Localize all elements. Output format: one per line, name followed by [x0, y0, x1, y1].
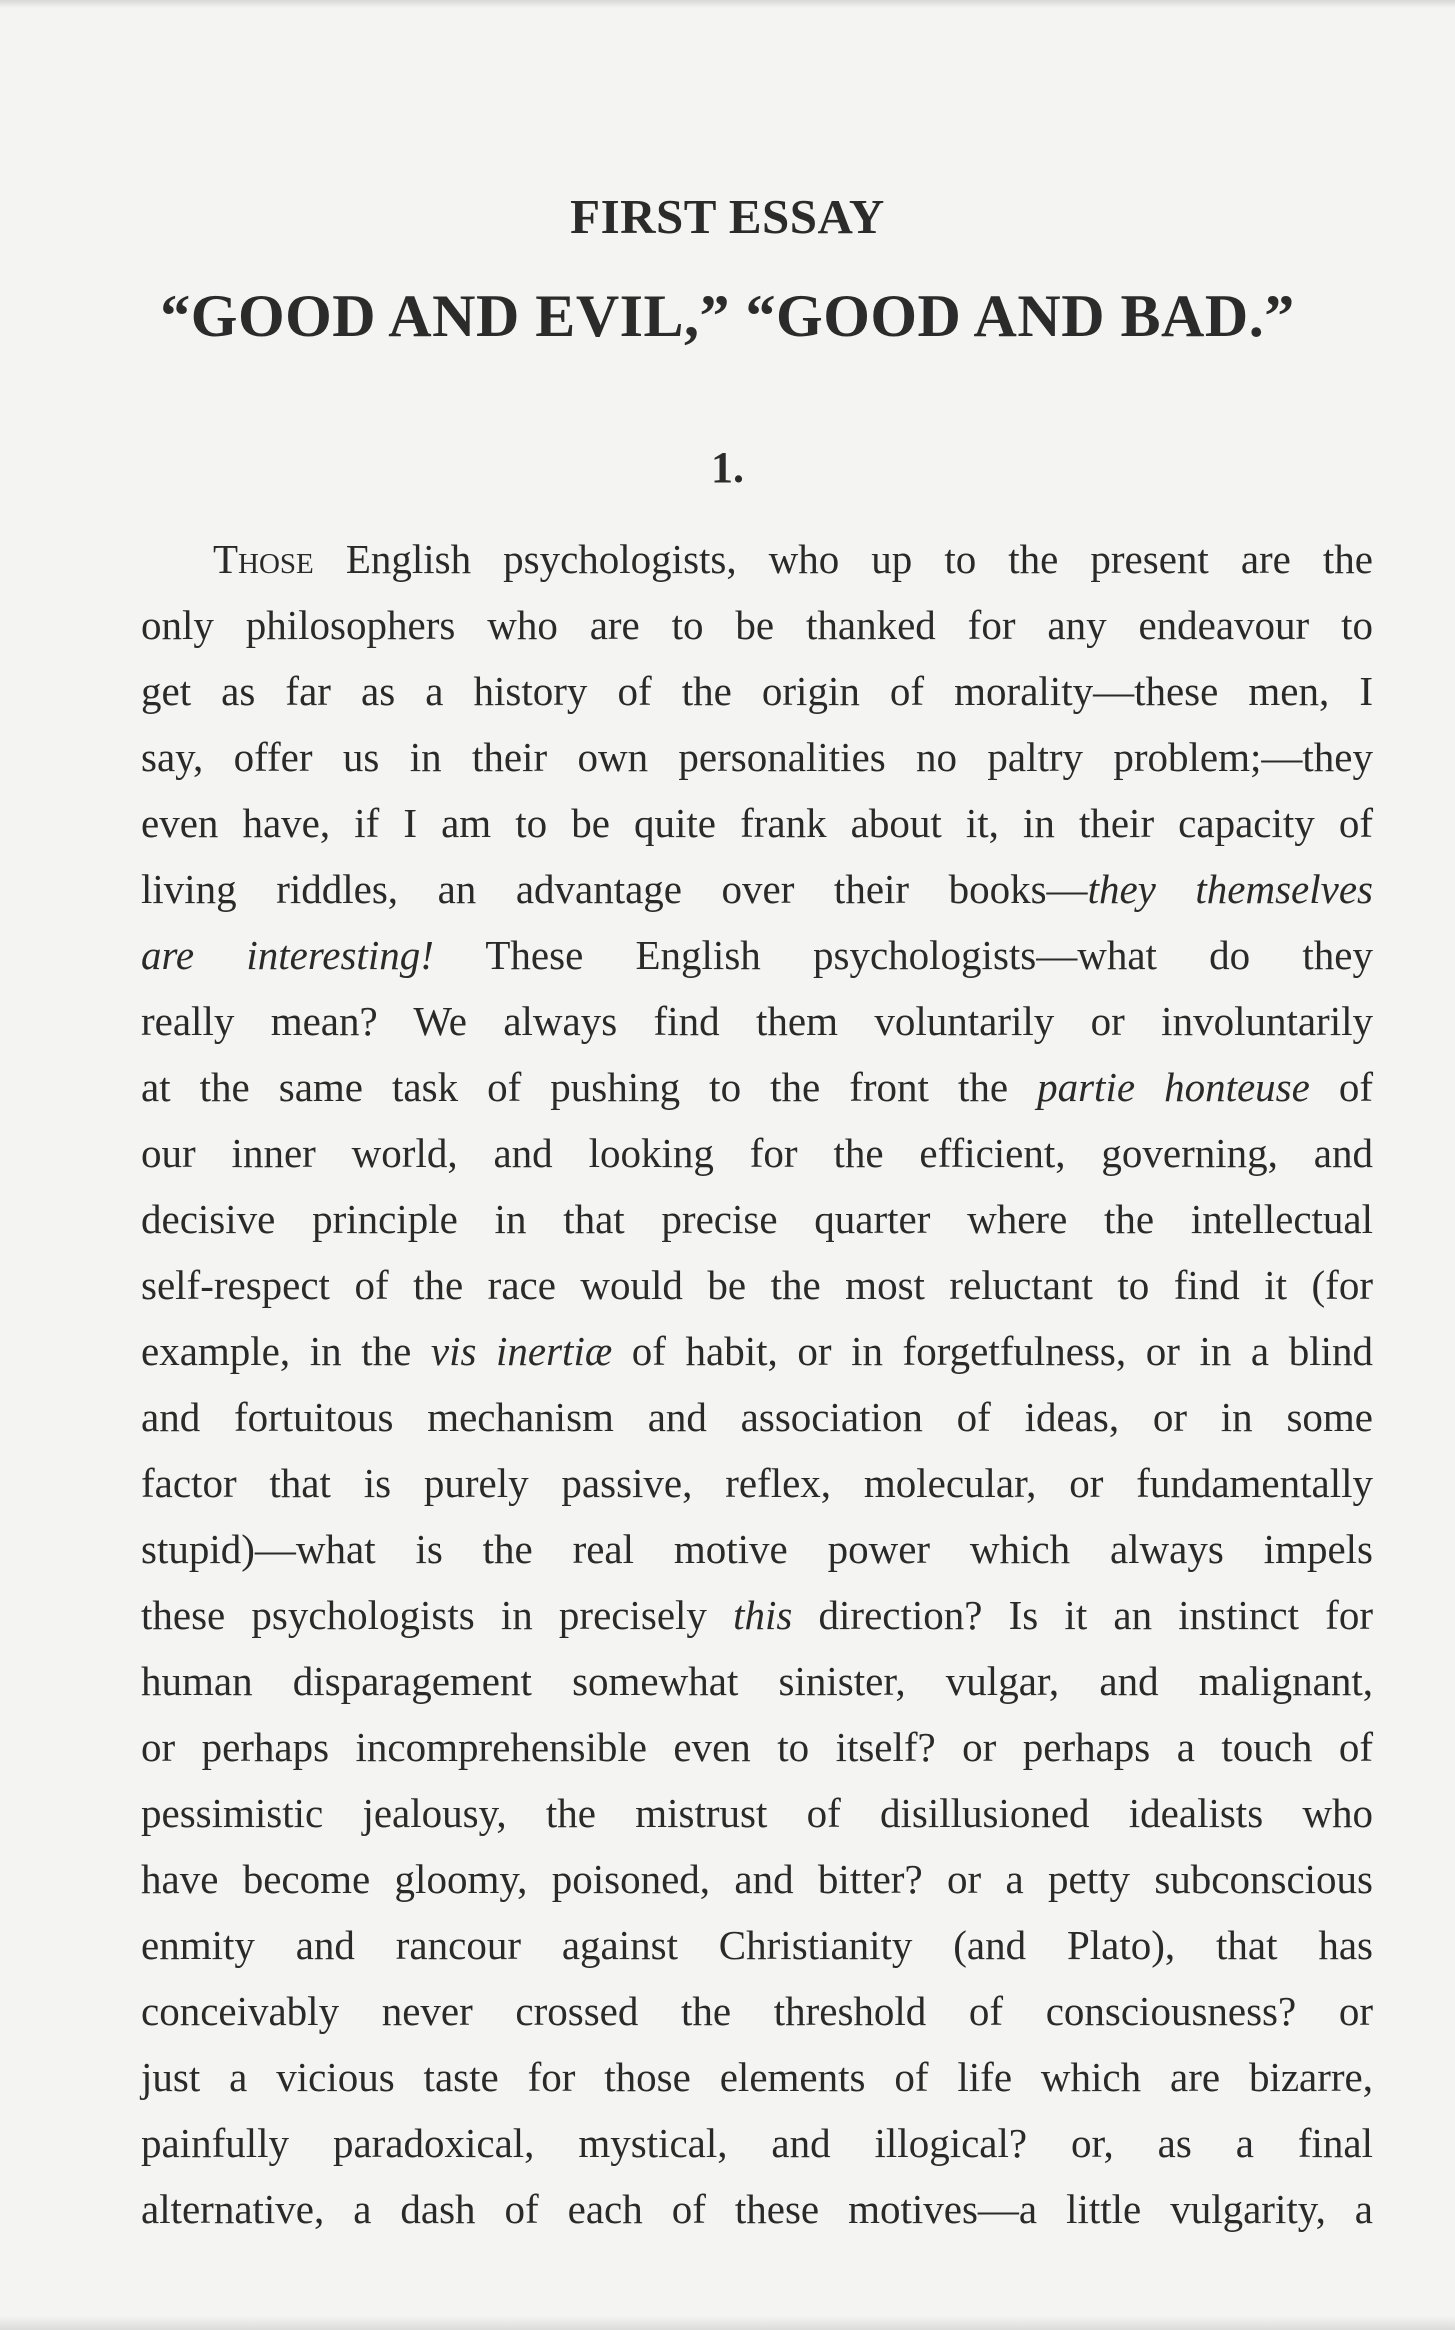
text-run: English psychologists, who up to the present are the: [313, 536, 1373, 582]
text-line: [141, 658, 1373, 724]
text-line: [141, 2110, 1373, 2176]
text-run: human disparagement somewhat sinister, vulgar, and malignant,: [141, 1658, 1373, 1704]
text-run: decisive principle in that precise quarter where the intellectual: [141, 1196, 1373, 1242]
text-run: pessimistic jealousy, the mistrust of disillusioned idealists who: [141, 1790, 1373, 1836]
text-line: [141, 1450, 1373, 1516]
italic-phrase: vis inertiæ: [430, 1328, 613, 1374]
text-line: [141, 1384, 1373, 1450]
text-line: [141, 1054, 1373, 1120]
text-run: alternative, a dash of each of these motives—a little vulgarity, a: [141, 2186, 1373, 2232]
text-line: [141, 1648, 1373, 1714]
text-line: [141, 1912, 1373, 1978]
text-line: [141, 592, 1373, 658]
text-run: at the same task of pushing to the front the: [141, 1064, 1038, 1110]
essay-label: FIRST ESSAY: [570, 189, 885, 244]
text-run: just a vicious taste for those elements of life which are bizarre,: [141, 2054, 1373, 2100]
text-line: [141, 1516, 1373, 1582]
text-run: and fortuitous mechanism and association of ideas, or in some: [141, 1394, 1373, 1440]
italic-phrase: are interesting!: [141, 932, 434, 978]
italic-phrase: this: [733, 1592, 793, 1638]
essay-title: “GOOD AND EVIL,” “GOOD AND BAD.”: [160, 283, 1295, 349]
text-line: [141, 1318, 1373, 1384]
text-run: self-respect of the race would be the most reluctant to find it (for: [141, 1262, 1373, 1308]
text-run: only philosophers who are to be thanked for any endeavour to: [141, 602, 1373, 648]
smallcaps-word: Those: [213, 536, 314, 582]
text-run: direction? Is it an instinct for: [792, 1592, 1373, 1638]
text-line: [141, 1978, 1373, 2044]
text-run: or perhaps incomprehensible even to itself? or perhaps a touch of: [141, 1724, 1373, 1770]
text-run: really mean? We always find them voluntarily or involuntarily: [141, 998, 1373, 1044]
text-run: enmity and rancour against Christianity (and Plato), that has: [141, 1922, 1373, 1968]
text-run: living riddles, an advantage over their books—: [141, 866, 1088, 912]
text-line: [141, 1714, 1373, 1780]
page-top-edge: [0, 0, 1455, 8]
text-line: [141, 724, 1373, 790]
text-run: get as far as a history of the origin of morality—these men, I: [141, 668, 1373, 714]
text-line: [141, 1846, 1373, 1912]
italic-phrase: they themselves: [1087, 866, 1373, 912]
text-line: [141, 922, 1373, 988]
text-line: [141, 1780, 1373, 1846]
text-run: say, offer us in their own personalities no paltry problem;—they: [141, 734, 1373, 780]
text-run: our inner world, and looking for the efficient, governing, and: [141, 1130, 1373, 1176]
body-paragraph: [141, 526, 1373, 2242]
text-line: [141, 2044, 1373, 2110]
text-run: factor that is purely passive, reflex, molecular, or fundamentally: [141, 1460, 1373, 1506]
text-run: of: [1309, 1064, 1374, 1110]
text-line: [141, 1582, 1373, 1648]
text-line: [141, 790, 1373, 856]
text-run: even have, if I am to be quite frank about it, in their capacity of: [141, 800, 1373, 846]
italic-phrase: partie honteuse: [1037, 1064, 1310, 1110]
page-bottom-edge: [0, 2316, 1455, 2330]
text-line: [141, 1120, 1373, 1186]
text-run: painfully paradoxical, mystical, and illogical? or, as a final: [141, 2120, 1373, 2166]
text-run: these psychologists in precisely: [141, 1592, 734, 1638]
text-run: example, in the: [141, 1328, 431, 1374]
text-line: [141, 526, 1373, 592]
text-line: [141, 1186, 1373, 1252]
text-line: [141, 988, 1373, 1054]
text-run: stupid)—what is the real motive power which always impels: [141, 1526, 1373, 1572]
text-run: conceivably never crossed the threshold of consciousness? or: [141, 1988, 1373, 2034]
text-run: of habit, or in forgetfulness, or in a blind: [612, 1328, 1373, 1374]
text-line: [141, 1252, 1373, 1318]
text-run: These English psychologists—what do they: [433, 932, 1373, 978]
section-number: 1.: [711, 443, 744, 492]
text-line: [141, 2176, 1373, 2242]
text-run: have become gloomy, poisoned, and bitter? or a petty subconscious: [141, 1856, 1373, 1902]
text-line: [141, 856, 1373, 922]
